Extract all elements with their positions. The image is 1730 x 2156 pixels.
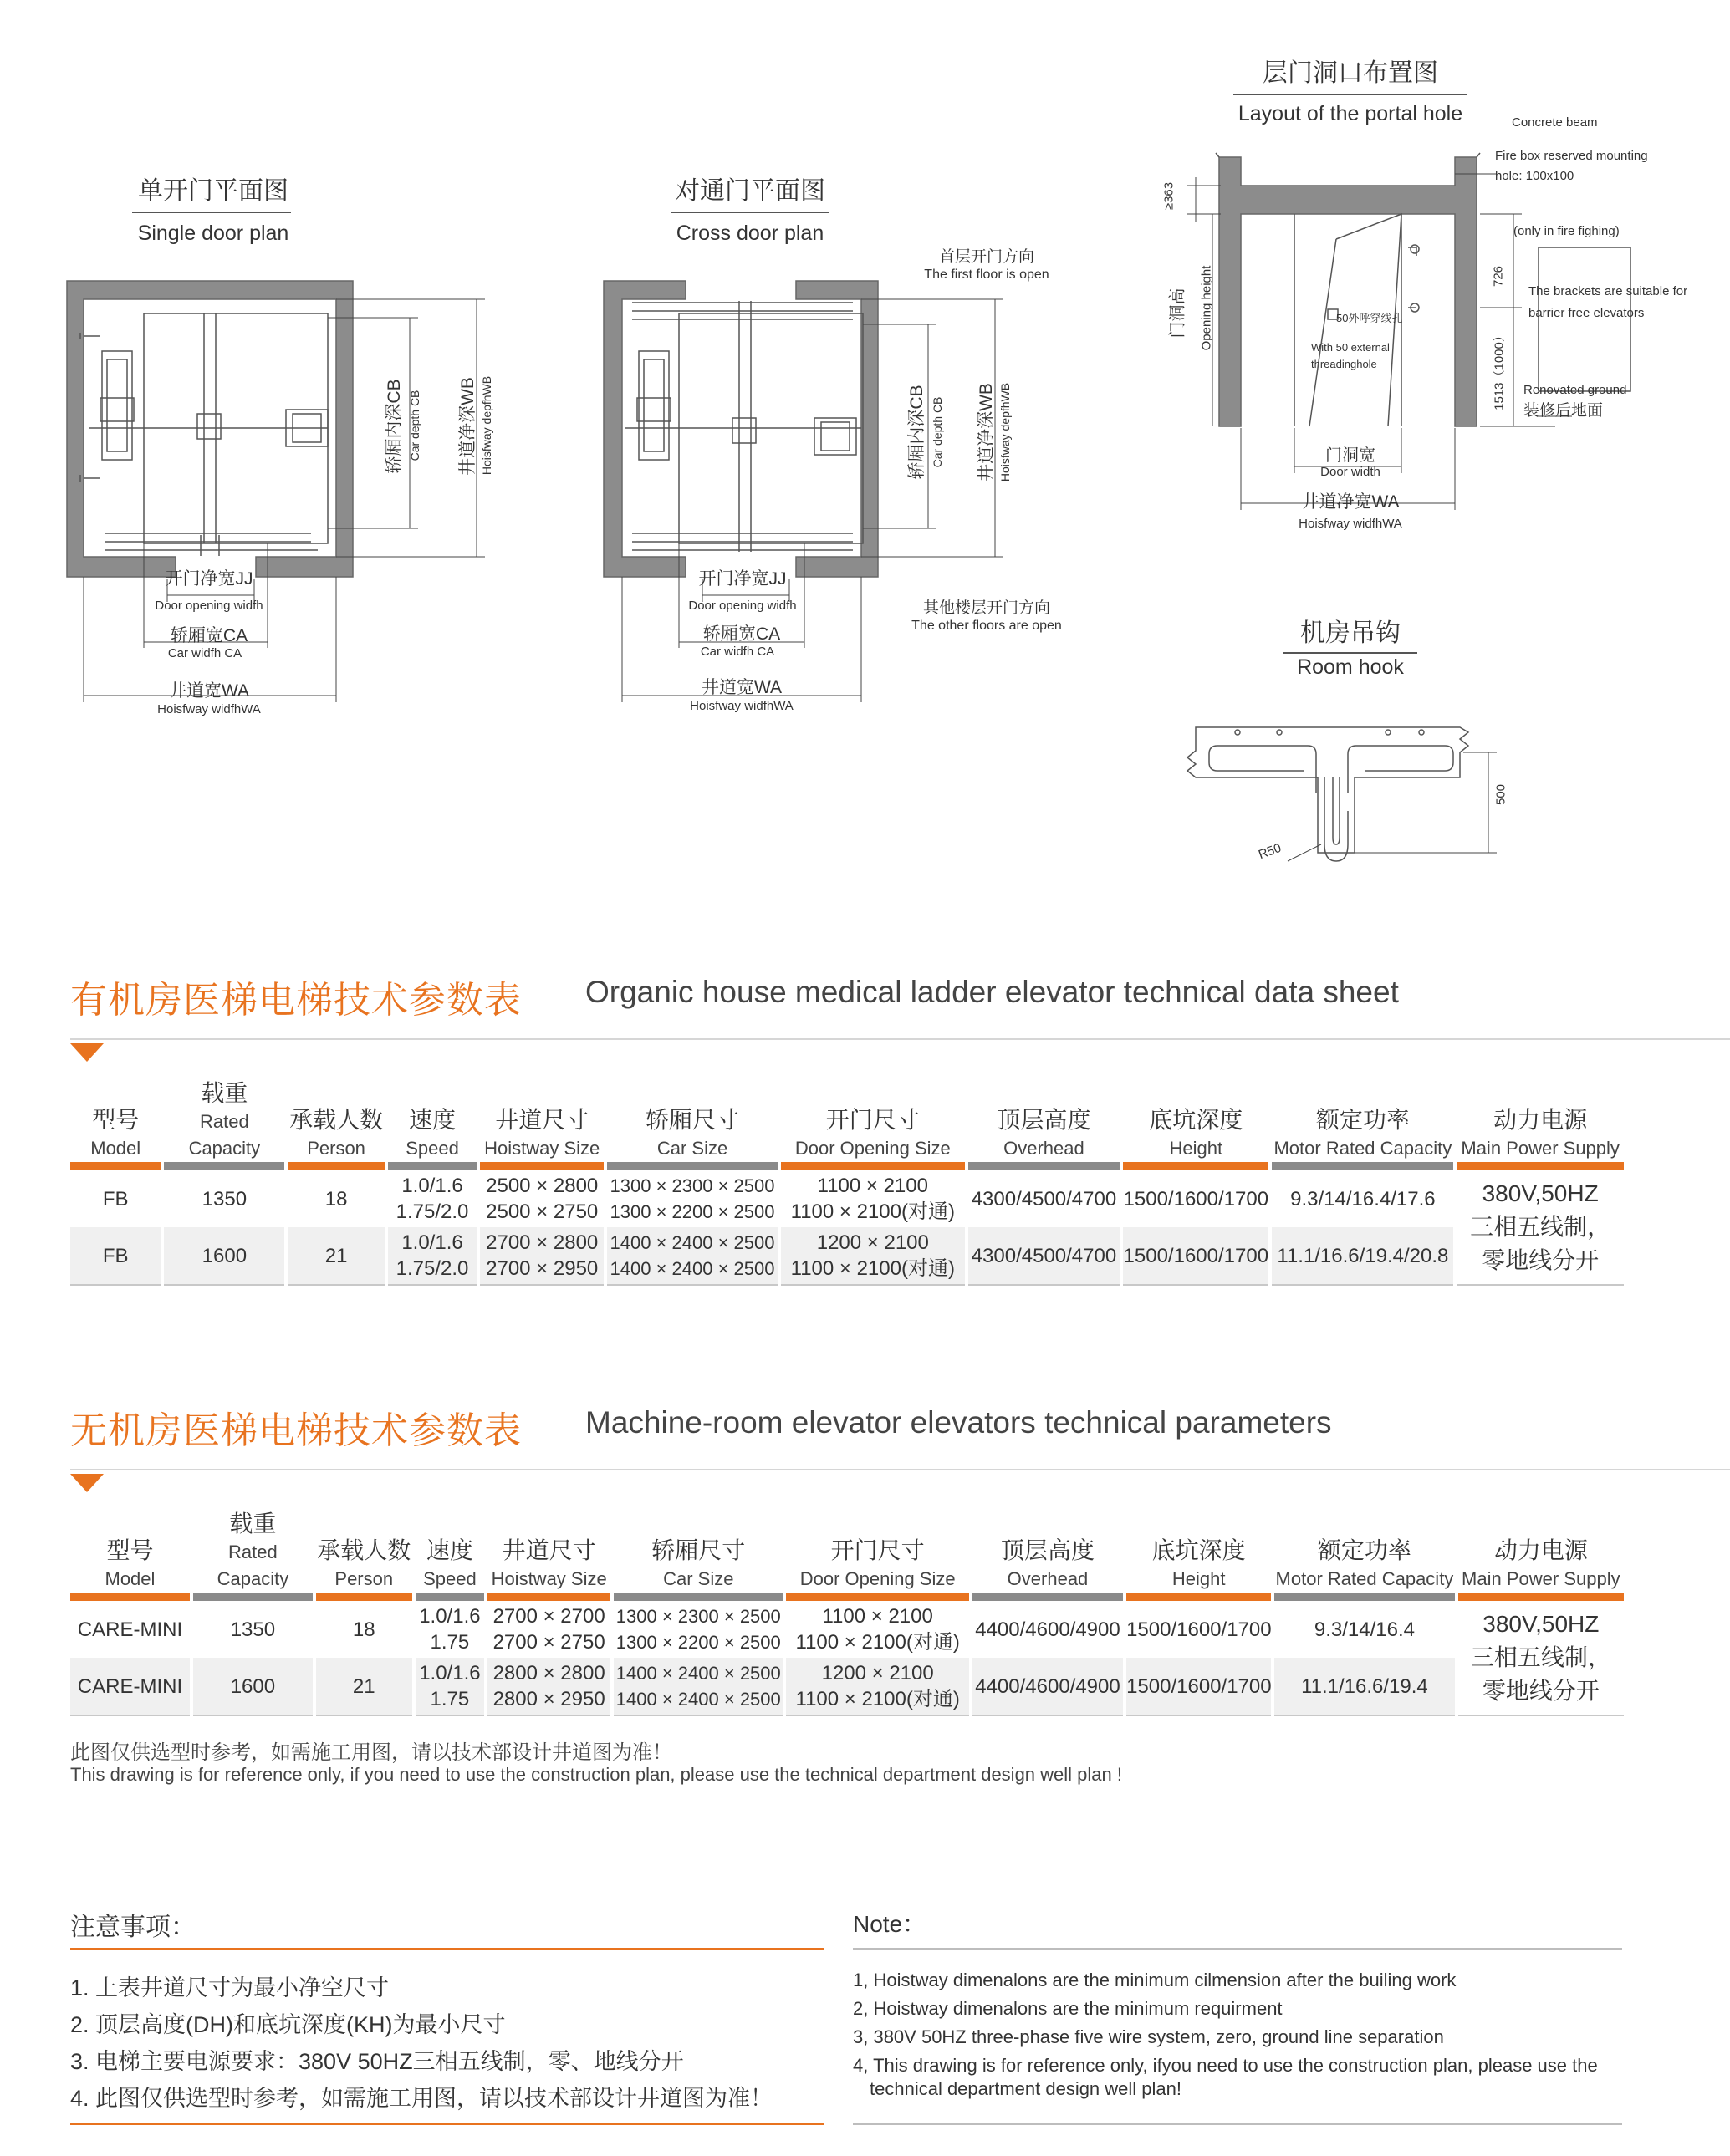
portal-layout-title-cn: 层门洞口布置图 [1263,59,1438,87]
note-en-item: 4, This drawing is for reference only, ifyou need to use the construction plan, please use the [853,2055,1598,2076]
cell-model: FB [70,1170,161,1227]
portal-brackets-label-2: barrier free elevators [1528,306,1645,320]
th-model: 型号 Model [105,1537,156,1589]
th-pit-height: 底坑深度 Height [1151,1537,1246,1589]
disclaimer-en: This drawing is for reference only, if you need to use the construction plan, please use the technical department design well plan ! [70,1764,1122,1785]
cross-car-depth-en: Car depth CB [931,396,944,468]
cross-hoistway-depth-label: 井道净深WB [977,383,996,482]
room-hook-500-label: 500 [1493,783,1508,806]
cell-hoistway: 2700 × 2800 2700 × 2950 [480,1227,604,1286]
bar-orange [487,1593,610,1601]
cross-other-floors-en: The other floors are open [911,619,1062,633]
cross-first-floor-label: 首层开门方向 [938,248,1034,266]
portal-door-width-label: 门洞宽 [1325,446,1375,465]
table1 [67,1078,1627,1286]
th-car-size: 轿厢尺寸 Car Size [651,1537,746,1589]
cross-door-width-en: Door opening widfh [688,599,797,613]
cell-speed: 1.0/1.6 1.75/2.0 [388,1170,477,1227]
cross-plan-title-divider [671,212,829,213]
bar-gray [193,1593,313,1601]
cell-car: 1400 × 2400 × 2500 1400 × 2400 × 2500 [607,1227,778,1286]
bar-orange [70,1593,190,1601]
bar-orange [480,1162,604,1170]
th-rated-capacity: 载重 Rated Capacity [217,1511,289,1589]
cell-power: 9.3/14/16.4/17.6 [1272,1170,1453,1227]
th-model: 型号 Model [90,1107,141,1159]
cell-speed: 1.0/1.6 1.75 [416,1658,485,1716]
th-main-power-supply: 动力电源 Main Power Supply [1461,1107,1620,1159]
portal-opening-height-cn: 门洞高 [1168,288,1187,339]
bar-gray [388,1162,477,1170]
bar-gray [607,1162,778,1170]
note-cn-item: 3. 电梯主要电源要求：380V 50HZ三相五线制，零、地线分开 [70,2049,684,2074]
portal-min-363: ≥363 [1161,181,1176,211]
portal-threading-hole-en-2: threadinghole [1311,358,1377,370]
cell-hoistway: 2700 × 2700 2700 × 2750 [487,1601,610,1658]
single-plan-title-en: Single door plan [137,222,289,245]
portal-wall [1219,157,1477,426]
single-car-width-en: Car widfh CA [167,646,242,660]
single-car-width-label: 轿厢宽CA [170,626,248,645]
single-hoistway-depth-en: Hoisfway depfhWB [480,375,493,476]
cell-speed: 1.0/1.6 1.75 [416,1601,485,1658]
table1-marker [70,1043,104,1062]
bar-gray [164,1162,284,1170]
room-hook-title-cn: 机房吊钩 [1300,619,1401,647]
table-row [70,1658,1624,1716]
th-main-power-supply: 动力电源 Main Power Supply [1462,1537,1620,1589]
cell-main-power-supply: 380V,50HZ 三相五线制， 零地线分开 [1458,1601,1624,1716]
th-motor-rated-capacity: 额定功率 Motor Rated Capacity [1275,1537,1454,1589]
cell-door: 1200 × 2100 1100 × 2100(对通) [781,1227,965,1286]
th-person: 承载人数 Person [317,1537,411,1589]
bar-orange [781,1162,965,1170]
th-motor-rated-capacity: 额定功率 Motor Rated Capacity [1273,1107,1452,1159]
th-hoistway-size: 井道尺寸 Hoistway Size [484,1107,600,1159]
single-car-depth-label: 轿厢内深CB [385,379,404,474]
single-plan-title-cn: 单开门平面图 [138,177,288,205]
cell-power: 9.3/14/16.4 [1274,1601,1454,1658]
th-hoistway-size: 井道尺寸 Hoistway Size [491,1537,607,1589]
cell-overhead: 4400/4600/4900 [972,1658,1123,1716]
note-en-item: 2, Hoistway dimenalons are the minimum requirment [853,1998,1283,2019]
cross-car-depth-label: 轿厢内深CB [907,385,926,480]
table2-rule [70,1469,1730,1470]
cell-load: 1350 [164,1170,284,1227]
th-pit-height: 底坑深度 Height [1149,1107,1243,1159]
cell-main-power-supply: 380V,50HZ 三相五线制， 零地线分开 [1457,1170,1624,1286]
portal-firebox-label-1: Fire box reserved mounting [1495,149,1648,163]
note-cn-item: 2. 顶层高度(DH)和底坑深度(KH)为最小尺寸 [70,2012,506,2037]
portal-renovated-ground-en: Renovated ground [1523,383,1627,397]
room-hook-r50-label: R50 [1256,840,1283,863]
note-cn-item: 1. 上表井道尺寸为最小净空尺寸 [70,1975,390,2001]
portal-renovated-ground-cn: 装修后地面 [1523,402,1604,420]
note-en-item: technical department design well plan! [870,2078,1182,2099]
table1-title-cn: 有机房医梯电梯技术参数表 [70,980,522,1021]
cell-power: 11.1/16.6/19.4/20.8 [1272,1227,1453,1286]
table2-header-row [70,1509,1624,1593]
cell-person: 21 [288,1227,385,1286]
table-row [70,1601,1624,1658]
cell-overhead: 4300/4500/4700 [968,1227,1120,1286]
table1-title-en: Organic house medical ladder elevator technical data sheet [585,975,1399,1009]
th-rated-capacity: 载重 Rated Capacity [188,1080,261,1159]
cell-model: CARE-MINI [70,1601,190,1658]
notes-en-rule [853,1948,1622,1950]
portal-only-fire-label: (only in fire fighing) [1513,224,1620,238]
notes-title-cn: 注意事项： [70,1914,196,1941]
table-row [70,1227,1624,1286]
single-hoistway-width-label: 井道宽WA [168,681,250,701]
portal-layout-title-divider [1233,94,1467,95]
th-door-opening-size: 开门尺寸 Door Opening Size [794,1107,951,1159]
portal-hole-drawing [1154,142,1706,535]
th-overhead: 顶层高度 Overhead [997,1107,1091,1159]
cross-other-floors-label: 其他楼层开门方向 [922,599,1050,617]
bar-gray [614,1593,783,1601]
portal-dim-1513: 1513（1000） [1492,329,1507,410]
th-overhead: 顶层高度 Overhead [1000,1537,1095,1589]
cell-hoistway: 2800 × 2800 2800 × 2950 [487,1658,610,1716]
cell-person: 18 [316,1601,412,1658]
single-car-depth-en: Car depth CB [408,390,421,461]
hoistway-wall [67,281,353,577]
th-car-size: 轿厢尺寸 Car Size [646,1107,740,1159]
cell-door: 1100 × 2100 1100 × 2100(对通) [781,1170,965,1227]
cell-car: 1400 × 2400 × 2500 1400 × 2400 × 2500 [614,1658,783,1716]
cell-pit: 1500/1600/1700 [1126,1601,1271,1658]
single-door-width-label: 开门净宽JJ [165,569,253,589]
bar-orange [316,1593,412,1601]
portal-firebox-label-2: hole: 100x100 [1495,169,1574,183]
single-door-width-en: Door opening widfh [155,599,263,613]
table2 [67,1509,1627,1716]
cross-hoistway-width-en: Hoisfway widfhWA [690,699,794,713]
table1-header-row [70,1078,1624,1162]
cell-person: 21 [316,1658,412,1716]
bar-orange [1458,1593,1624,1601]
bar-orange [786,1593,968,1601]
cell-pit: 1500/1600/1700 [1123,1170,1268,1227]
cell-overhead: 4300/4500/4700 [968,1170,1120,1227]
bar-gray [416,1593,485,1601]
portal-dim-726: 726 [1491,265,1506,288]
notes-en-bottom-rule [853,2123,1622,2125]
cell-car: 1300 × 2300 × 2500 1300 × 2200 × 2500 [614,1601,783,1658]
cell-pit: 1500/1600/1700 [1123,1227,1268,1286]
notes-title-en: Note： [853,1911,926,1937]
table1-color-bars [70,1162,1624,1170]
single-hoistway-depth-label: 井道净深WB [458,377,477,476]
cross-car-width-label: 轿厢宽CA [702,624,781,644]
room-hook-title-divider [1283,652,1417,654]
cross-plan-title-cn: 对通门平面图 [675,177,825,205]
cross-first-floor-en: The first floor is open [924,268,1049,282]
table2-color-bars [70,1593,1624,1601]
cross-door-width-label: 开门净宽JJ [698,569,787,589]
single-hoistway-width-en: Hoisfway widfhWA [157,702,261,716]
cell-load: 1350 [193,1601,313,1658]
portal-brackets-label-1: The brackets are suitable for [1528,284,1688,298]
portal-opening-height-en: Opening height [1199,265,1214,351]
table2-title-en: Machine-room elevator elevators technical parameters [585,1405,1332,1440]
portal-hoistway-width-en: Hoisfway widfhWA [1299,517,1402,531]
cell-person: 18 [288,1170,385,1227]
table2-title-cn: 无机房医梯电梯技术参数表 [70,1410,522,1451]
table-row [70,1170,1624,1227]
single-plan-title-divider [132,212,291,213]
cross-hoistway-width-label: 井道宽WA [701,678,783,697]
bar-orange [1457,1162,1624,1170]
bar-orange [288,1162,385,1170]
cell-load: 1600 [193,1658,313,1716]
table2-marker [70,1474,104,1492]
cell-door: 1100 × 2100 1100 × 2100(对通) [786,1601,968,1658]
bar-orange [70,1162,161,1170]
room-hook-title-en: Room hook [1297,655,1404,679]
cell-overhead: 4400/4600/4900 [972,1601,1123,1658]
portal-threading-hole-en-1: With 50 external [1311,341,1390,354]
notes-cn-rule [70,1948,824,1950]
cell-model: CARE-MINI [70,1658,190,1716]
cross-hoistway-depth-en: Hoisfway depfhWB [998,382,1012,482]
cell-car: 1300 × 2300 × 2500 1300 × 2200 × 2500 [607,1170,778,1227]
th-speed: 速度 Speed [406,1107,459,1159]
th-speed: 速度 Speed [423,1537,477,1589]
portal-hoistway-width-label: 井道净宽WA [1301,492,1400,512]
portal-concrete-beam-label: Concrete beam [1512,115,1598,130]
cross-plan-title-en: Cross door plan [676,222,824,245]
cell-load: 1600 [164,1227,284,1286]
disclaimer-cn: 此图仅供选型时参考，如需施工用图，请以技术部设计井道图为准！ [70,1741,672,1764]
note-cn-item: 4. 此图仅供选型时参考，如需施工用图，请以技术部设计井道图为准！ [70,2086,773,2111]
cell-power: 11.1/16.6/19.4 [1274,1658,1454,1716]
bar-gray [1272,1162,1453,1170]
portal-threading-hole-cn: 50外呼穿线孔 [1336,312,1403,324]
cross-car-width-en: Car widfh CA [700,645,775,659]
bar-gray [972,1593,1123,1601]
bar-gray [1274,1593,1454,1601]
bar-orange [1123,1162,1268,1170]
table1-rule [70,1038,1730,1040]
hoistway-wall [604,281,686,577]
cell-speed: 1.0/1.6 1.75/2.0 [388,1227,477,1286]
notes-cn-bottom-rule [70,2123,824,2125]
cell-model: FB [70,1227,161,1286]
th-door-opening-size: 开门尺寸 Door Opening Size [799,1537,956,1589]
th-person: 承载人数 Person [289,1107,384,1159]
cell-pit: 1500/1600/1700 [1126,1658,1271,1716]
bar-orange [1126,1593,1271,1601]
note-en-item: 1, Hoistway dimenalons are the minimum cilmension after the builing work [853,1970,1457,1990]
portal-door-width-en: Door width [1320,465,1380,479]
room-hook-drawing [1179,702,1530,886]
note-en-item: 3, 380V 50HZ three-phase five wire system, zero, ground line separation [853,2026,1444,2047]
cell-door: 1200 × 2100 1100 × 2100(对通) [786,1658,968,1716]
cell-hoistway: 2500 × 2800 2500 × 2750 [480,1170,604,1227]
bar-gray [968,1162,1120,1170]
portal-layout-title-en: Layout of the portal hole [1238,102,1463,125]
